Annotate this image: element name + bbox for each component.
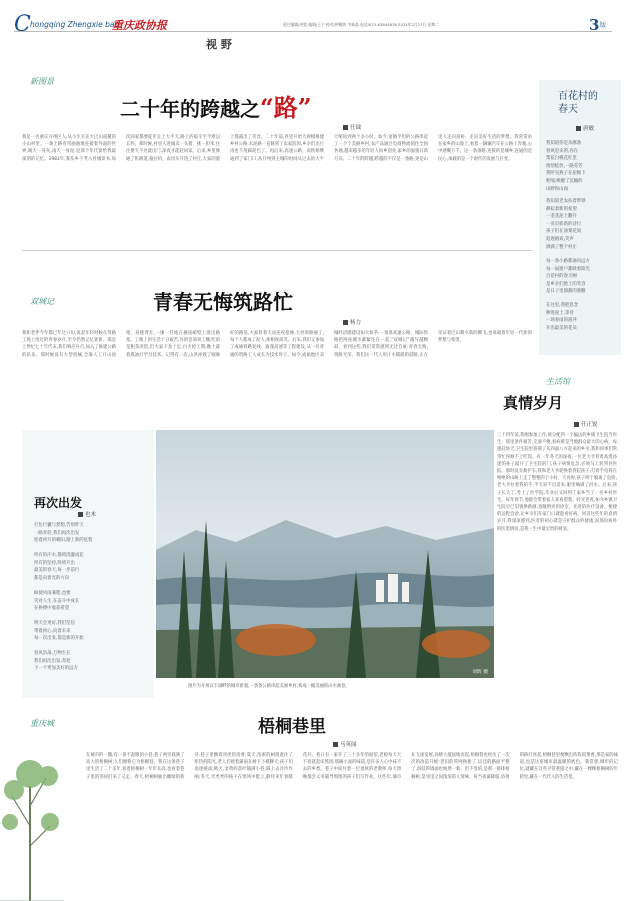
poem1-stanza-4: 在这里,我把思念 种进泥土,等待 一场春雨的滋养 开出最美的花朵 — [546, 303, 579, 331]
masthead-rule — [14, 31, 612, 32]
poem1-author: 唐敏 — [576, 124, 594, 132]
article1-title — [120, 88, 312, 123]
poem2-stanza-4: 明天会更好,我们坚信 带着初心,向着未来 每一次出发,都是新的开始 — [34, 621, 84, 642]
section-tag-new-scene: 新图景 — [30, 77, 54, 86]
masthead — [0, 0, 627, 52]
masthead-info: 责任编辑/余露 编辑/王宁 校对/钟敏鸿 韦新淼 电话/023-63844678 2024年2月27日 星期二 — [283, 22, 439, 27]
article4-title: 梧桐巷里 — [258, 717, 326, 737]
masthead-brand: 重庆政协报 — [112, 19, 167, 32]
poem1-stanza-3: 每一条小路都通向远方 每一扇窗户都映着阳光 百花村的春天啊 是乡亲们脸上的笑容 是日子里甜甜的蜜糖 — [546, 259, 590, 295]
article3-body: 三十四年前,我刚参加工作,被分配到一个偏远的乡镇卫生院当医生。那里条件艰苦,交通不便,看病难是当地群众最大的心病。每逢赶场天,卫生院里挤满了从四面八方赶来的乡亲,我和同事们常常忙得顾不上吃饭。有一年冬天的深夜,一位老大爷背着高烧昏迷的孙子敲开了卫生院的门,孩子病情危急,必须马上转到县医院。那时没有救护车,我和老大爷轮换着背起孩子,打着手电筒在崎岖的山路上走了整整四个小时。天亮时,孩子终于脱离了危险,老大爷拉着我的手,半天说不出话来,眼里噙满了泪水。后来,孩子长大了,考上了医学院,毕业后又回到了家乡当了一名乡村医生。每年春节,他都会带着家人来看望我。时光荏苒,如今乡镇卫生院早已旧貌换新颜,宽敞明亮的诊室、先进的医疗设备、便捷的远程会诊,让乡亲们在家门口就能看好病。回首这些年的真情岁月,我深深感到,医者的初心就是守护群众的健康,而那份质朴的医患情谊,是我一生中最宝贵的财富。 — [497, 433, 617, 532]
poem1-title: 百花村的春天 — [558, 91, 598, 115]
article3-author: 任正锐 — [574, 420, 598, 428]
article4-author: 马英闻 — [333, 740, 357, 748]
tree-illustration-art — [0, 726, 64, 901]
article4-body: 在城市的一隅,有一条不起眼的小巷,巷子两旁栽满了高大的梧桐树,人们便称它为梧桐巷。我在这条巷子里生活了二十多年,看着梧桐树一年年长高,也看着巷子里的邻居们来了又走。春天,梧桐树抽出嫩绿的新芽,巷子里飘着淡淡的清香;夏天,浓密的树荫遮住了炽热的阳光,老人们摇着蒲扇在树下下棋聊天,孩子们追逐嬉戏;秋天,金黄的落叶铺满小巷,踩上去沙沙作响;冬天,光秃秃的枝干在寒风中挺立,静待来年春暖花开。巷口有一家开了三十多年的面馆,老板每天天不亮就起床熬汤,那碗小面的味道,是许多人心中抹不去的乡愁。巷子中间住着一位退休的老教师,每天傍晚都会义务辅导周围的孩子们写作业。这些年,城市在飞速发展,高楼大厦拔地而起,梧桐巷也经历了一次次的改造升级:老旧的管网换新了,坑洼的路面平整了,斑驳的墙面也焕然一新。但不变的,是那一排排梧桐树,是邻里之间浓浓的人情味。每当夜幕降临,昏黄的路灯亮起,梧桐巷里便飘出阵阵饭菜香,那是家的味道,也是这座城市最温暖的底色。我常想,城市的记忆,就藏在这些寻常巷陌之中,藏在一棵棵梧桐树的年轮里,藏在一代代人的生活里。 — [86, 753, 618, 780]
masthead-page-no: 3 — [589, 16, 600, 34]
photo-credit: 刘辉 摄 — [472, 670, 488, 675]
article2-body: 我和老伴今年都已年过六旬,说起年轻时候在筑路工地上度过的青春岁月,至今仍然记忆犹新。那是上世纪七十年代末,我们响应号召,加入了修建公路的队伍。那时候没有大型机械,全靠人工开山放炮、肩挑背扛,一锤一钎地在悬崖峭壁上凿出路基。工地上的生活十分艰苦,住的是简易工棚,吃的是粗茶淡饭,但大家干劲十足,白天抢工期,晚上就着煤油灯学习技术。记得有一次,山洪冲毁了刚修好的路基,大家冒着大雨连夜抢修,天亮时路通了,每个人都成了泥人,却相视而笑。后来,我们又参加了成渝铁路复线、渝遂高速等工程建设,从一名普通的筑路工人成长为技术骨干。如今,成渝地区双城经济圈建设如火如荼,一条条高速公路、城际铁路把两座城市紧紧连在一起,“双城记”越写越精彩。看到这些,我们常常感到无比自豪:青春无悔,筑路光荣。我们这一代人用汗水铺就的道路,正在见证着巴山蜀水新的腾飞,也承载着年轻一代新的梦想与希望。 — [22, 331, 532, 358]
masthead-page-unit: 版 — [600, 22, 607, 29]
section-tag-twin-city: 双城记 — [30, 297, 54, 306]
tree-illustration — [0, 726, 64, 901]
poem2-stanza-5: 春风浩荡,万物生长 我们再次出发,奔赴 下一个更加美好的远方 — [34, 651, 78, 672]
masthead-logo-text: hongqing Zhengxie bao — [30, 20, 120, 29]
section-tag-life: 生活馆 — [546, 377, 570, 386]
poem2-title: 再次出发 — [34, 496, 83, 510]
divider-1 — [22, 250, 532, 251]
poem2-stanza-3: 纵使风雨兼程,也要 笑对人生,在奋斗中成长 在拼搏中收获希望 — [34, 591, 80, 612]
masthead-logo-initial: C — [14, 12, 31, 37]
poem2-stanza-2: 所有的汗水,都将浇灌成花 所有的坚持,终将开出 最美的春天,每一步前行 都是向着光的方向 — [34, 553, 84, 581]
article1-title-quote: “路” — [260, 93, 312, 122]
article1-body: 我是一名重庆开州区人,从小生长在大巴山南麓的小山村里。一条土路弯弯曲曲地连接着外面的世界,晴天一身灰,雨天一身泥,是那个年代留给我最深刻的记忆。1983年,我从乡下考入县城读书,每次回家都要徒步走上大半天,路上的艰辛至今难以忘怀。那时候,村里人进城卖一头猪、挑一担米,往往要天不亮就出门,深夜才能赶回家。后来,乡里修通了机耕道,拖拉机、农用车开进了村庄,大家的脸上都露出了笑容。二十年前,县里开始大规模修建乡村公路,水泥路一直修到了农家院坝,乡亲们出行再也不用踩泥巴了。再后来,高速公路、高铁相继通到了家门口,从开州到主城的时间从过去的大半天缩短到两个多小时。如今,宽阔平坦的公路串起了一个个美丽乡村,农产品通过电商物流销往全国各地,越来越多的年轻人回乡创业,家乡的面貌日新月异。二十年的跨越,跨越的不仅是一条路,更是山里人走向富裕、走向美好生活的梦想。我常常站在家乡的山坡上,看着一辆辆汽车在公路上奔驰,心中感慨万千。这一条条路,连接的是城乡,连通的是民心,承载的是一个时代的发展与巨变。 — [22, 135, 532, 162]
poem2-stanza-1: 打包行囊与梦想,告别昨天 一路奔赴,我们再次出发 迎着初升的朝阳,踏上新的征程 — [34, 523, 93, 544]
masthead-section: 视 野 — [206, 38, 232, 51]
landscape-photo — [156, 430, 494, 678]
poem1-stanza-2: 我知道老农扶着犁铧 耕耘着新的希望 一垄垄泥土翻开 一页页崭新的诗行 孩子们在油菜花间 追逐嬉戏,笑声 洒满了整个村庄 — [546, 199, 586, 250]
article2-title: 青春无悔筑路忙 — [153, 290, 293, 314]
article1-title-text: 二十年的跨越之 — [120, 97, 260, 121]
photo-caption: 图片为开州汉丰湖畔的城市新貌,一条条公路串起美丽乡村,构成一幅美丽的山水画卷。 — [188, 684, 350, 689]
article3-title: 真情岁月 — [503, 394, 564, 412]
poem2-author: 也木 — [78, 510, 96, 518]
article1-author: 任钺 — [343, 123, 361, 131]
poem1-stanza-1: 我知道你是从哪条 春风里来的,你在 梨花白桃花红里 悄悄绽放,一路芬芳 我听见燕子在屋檐下 呢喃,唤醒了沉睡的 田野和山岗 — [546, 141, 586, 192]
section-tag-chongqing: 重庆城 — [30, 719, 54, 728]
article2-author: 杨力 — [343, 318, 361, 326]
landscape-photo-art — [156, 430, 494, 678]
